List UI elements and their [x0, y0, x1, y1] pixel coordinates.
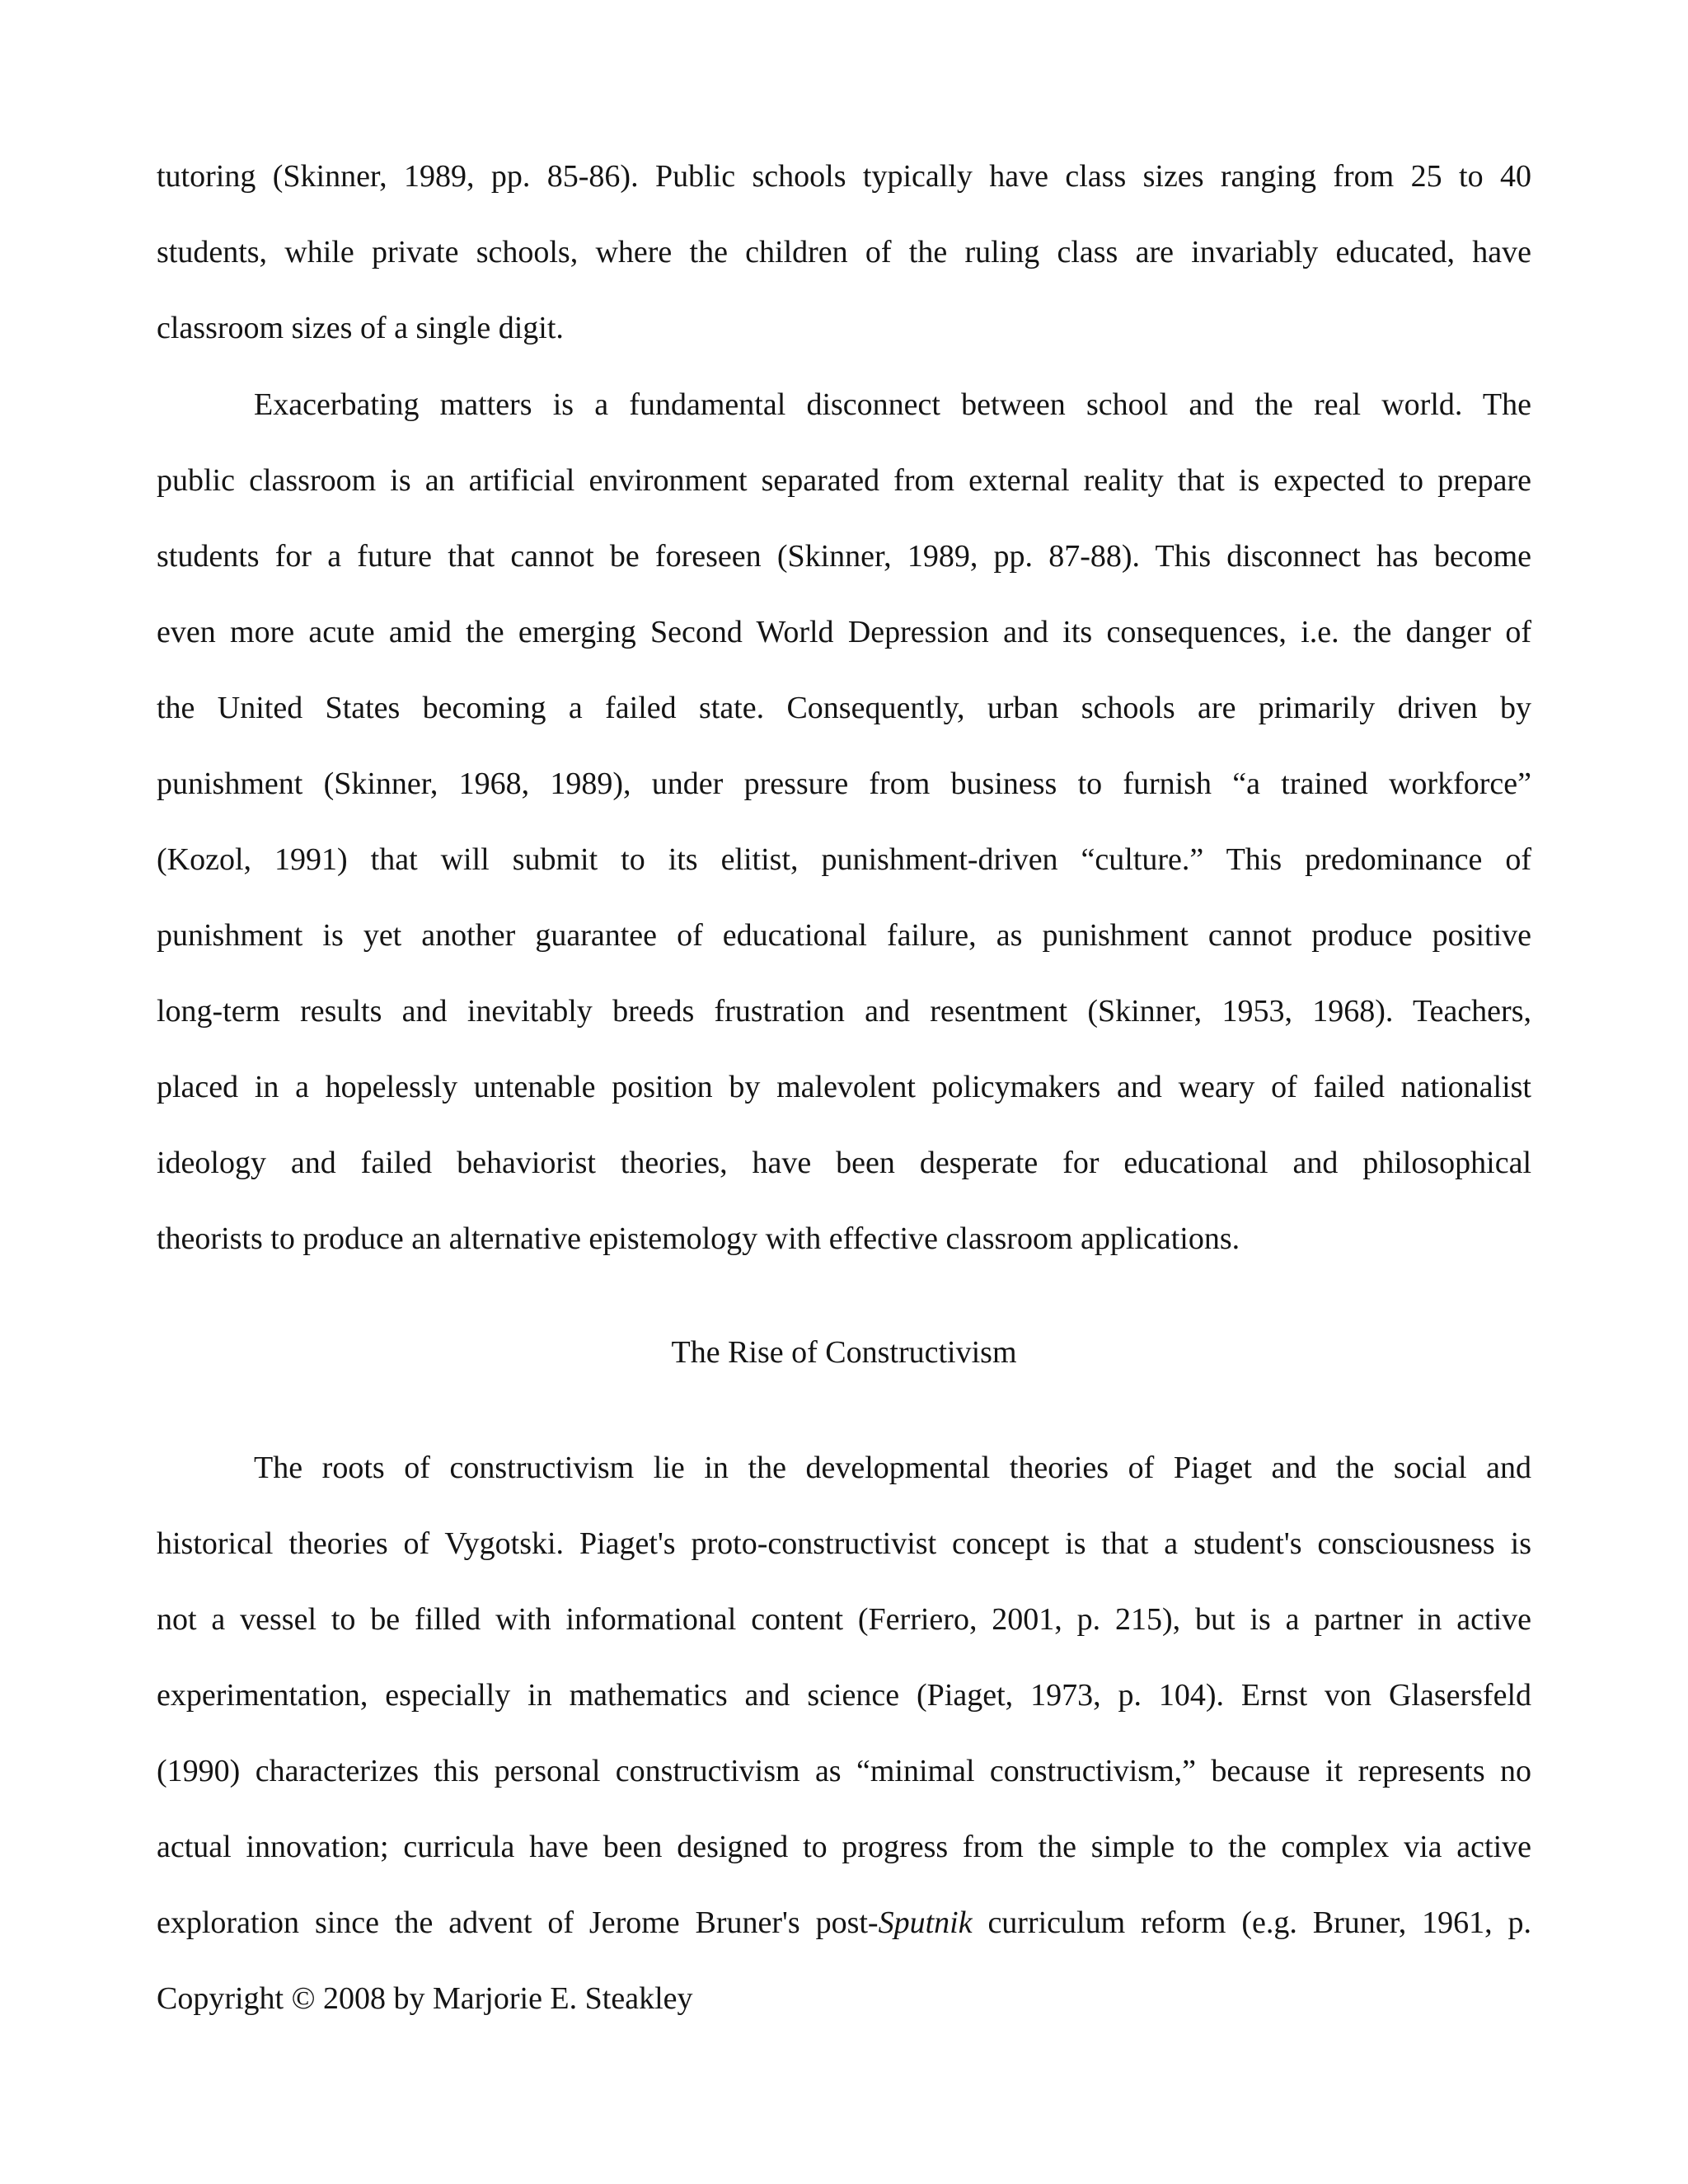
paragraph-3-line-3: not a vessel to be filled with informational content (Ferriero, 2001, p. 215), but is a partner in active — [157, 1602, 1531, 1637]
paragraph-2-line-7: (Kozol, 1991) that will submit to its elitist, punishment-driven “culture.” This predominance of — [157, 842, 1531, 877]
sputnik-italic-text: Sputnik — [878, 1905, 973, 1940]
paragraph-3-line-7 — [157, 1902, 1531, 1943]
paragraph-2-line-2: public classroom is an artificial environment separated from external reality that is expected to prepare — [157, 463, 1531, 498]
paragraph-3-line-5: (1990) characterizes this personal constructivism as “minimal constructivism,” because it represents no — [157, 1754, 1531, 1788]
paragraph-3-line-6: actual innovation; curricula have been designed to progress from the simple to the complex via active — [157, 1830, 1531, 1864]
paragraph-2-line-6: punishment (Skinner, 1968, 1989), under pressure from business to furnish “a trained workforce” — [157, 766, 1531, 801]
paragraph-2-line-11: ideology and failed behaviorist theories, have been desperate for educational and philosophical — [157, 1146, 1531, 1180]
paragraph-2-line-4: even more acute amid the emerging Second World Depression and its consequences, i.e. the danger of — [157, 615, 1531, 649]
copyright-footer: Copyright © 2008 by Marjorie E. Steakley — [157, 1981, 693, 2016]
paragraph-2-line-12: theorists to produce an alternative epistemology with effective classroom applications. — [157, 1221, 1240, 1256]
paragraph-3-line-4: experimentation, especially in mathematics and science (Piaget, 1973, p. 104). Ernst von Glasersfeld — [157, 1678, 1531, 1713]
paragraph-2-line-9: long-term results and inevitably breeds frustration and resentment (Skinner, 1953, 1968). Teachers, — [157, 994, 1531, 1029]
paragraph-1-line-1: tutoring (Skinner, 1989, pp. 85-86). Public schools typically have class sizes ranging from 25 to 40 — [157, 159, 1531, 194]
paragraph-3-line-1: The roots of constructivism lie in the developmental theories of Piaget and the social and — [254, 1451, 1531, 1485]
paragraph-3-line-2: historical theories of Vygotski. Piaget's proto-constructivist concept is that a student's consciousness is — [157, 1526, 1531, 1561]
paragraph-2-line-10: placed in a hopelessly untenable position by malevolent policymakers and weary of failed nationalist — [157, 1070, 1531, 1104]
paragraph-1-line-2: students, while private schools, where the children of the ruling class are invariably educated, have — [157, 235, 1531, 269]
document-page — [157, 0, 1531, 2184]
paragraph-2-line-3: students for a future that cannot be foreseen (Skinner, 1989, pp. 87-88). This disconnect has become — [157, 539, 1531, 574]
line-7-text-before: exploration since the advent of Jerome Bruner's post- — [157, 1905, 879, 1940]
paragraph-2-line-1: Exacerbating matters is a fundamental disconnect between school and the real world. The — [254, 387, 1531, 422]
section-heading: The Rise of Constructivism — [671, 1335, 1017, 1370]
line-7-text-after: curriculum reform (e.g. Bruner, 1961, p. — [972, 1905, 1531, 1940]
paragraph-2-line-8: punishment is yet another guarantee of educational failure, as punishment cannot produce positive — [157, 918, 1531, 953]
paragraph-2-line-5: the United States becoming a failed state. Consequently, urban schools are primarily driven by — [157, 691, 1531, 725]
paragraph-1-line-3: classroom sizes of a single digit. — [157, 311, 564, 345]
